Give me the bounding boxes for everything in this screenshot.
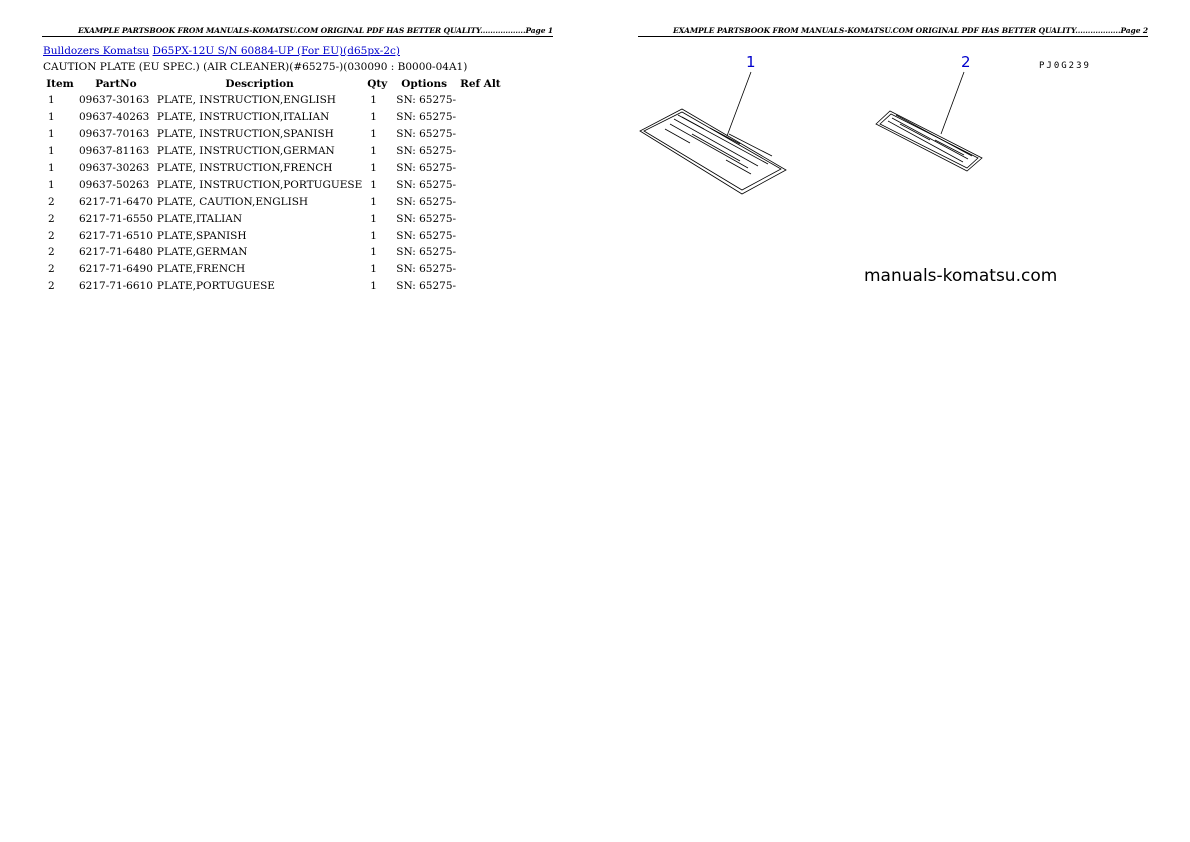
diagram-svg	[630, 44, 1130, 214]
cell-item: 2	[48, 280, 55, 293]
cell-partno: 6217-71-6470	[79, 195, 153, 208]
cell-ref-alt	[458, 227, 503, 244]
cell-description: PLATE,FRENCH	[156, 263, 246, 276]
table-row	[43, 160, 503, 177]
cell-qty: 1	[370, 229, 377, 242]
cell-description: PLATE, INSTRUCTION,PORTUGUESE	[156, 178, 363, 191]
parts-table	[43, 76, 503, 295]
table-row	[43, 126, 503, 143]
cell-description: PLATE, CAUTION,ENGLISH	[156, 195, 309, 208]
cell-partno: 6217-71-6550	[79, 212, 153, 225]
cell-description: PLATE,ITALIAN	[156, 212, 243, 225]
cell-item: 1	[48, 145, 55, 158]
cell-ref-alt	[458, 92, 503, 109]
cell-partno: 6217-71-6610	[79, 280, 153, 293]
cell-options: SN: 65275-	[396, 212, 457, 225]
column-header-description: Description	[225, 78, 294, 90]
cell-description: PLATE, INSTRUCTION,SPANISH	[156, 128, 334, 141]
cell-options: SN: 65275-	[396, 145, 457, 158]
cell-item: 1	[48, 111, 55, 124]
cell-partno: 09637-30163	[79, 94, 150, 107]
table-row	[43, 261, 503, 278]
leader-line-2	[941, 72, 964, 134]
cell-item: 2	[48, 229, 55, 242]
breadcrumb-link-category[interactable]: Bulldozers Komatsu	[43, 45, 150, 57]
cell-item: 2	[48, 212, 55, 225]
cell-item: 2	[48, 246, 55, 259]
cell-description: PLATE, INSTRUCTION,GERMAN	[156, 145, 335, 158]
table-row	[43, 244, 503, 261]
cell-partno: 09637-40263	[79, 111, 150, 124]
table-header-row	[43, 76, 503, 92]
cell-options: SN: 65275-	[396, 128, 457, 141]
table-row	[43, 193, 503, 210]
cell-options: SN: 65275-	[396, 229, 457, 242]
table-row	[43, 92, 503, 109]
column-header-item: Item	[46, 78, 74, 90]
cell-qty: 1	[370, 178, 377, 191]
cell-options: SN: 65275-	[396, 178, 457, 191]
cell-qty: 1	[370, 128, 377, 141]
cell-item: 1	[48, 94, 55, 107]
cell-options: SN: 65275-	[396, 263, 457, 276]
cell-qty: 1	[370, 145, 377, 158]
cell-qty: 1	[370, 280, 377, 293]
page-title: CAUTION PLATE (EU SPEC.) (AIR CLEANER)(#65275-)(030090 : B0000-04A1)	[43, 61, 468, 73]
cell-ref-alt	[458, 278, 503, 295]
cell-ref-alt	[458, 143, 503, 160]
cell-ref-alt	[458, 160, 503, 177]
table-row	[43, 227, 503, 244]
cell-ref-alt	[458, 109, 503, 126]
cell-ref-alt	[458, 126, 503, 143]
cell-options: SN: 65275-	[396, 162, 457, 174]
plate-1-drawing	[640, 109, 786, 194]
cell-options: SN: 65275-	[396, 280, 457, 293]
cell-partno: 09637-30263	[79, 162, 150, 174]
cell-description: PLATE,PORTUGUESE	[156, 280, 275, 293]
cell-qty: 1	[370, 246, 377, 259]
breadcrumb-link-model[interactable]: D65PX-12U S/N 60884-UP (For EU)(d65px-2c)	[152, 45, 400, 57]
page-header-2: EXAMPLE PARTSBOOK FROM MANUALS-KOMATSU.COM ORIGINAL PDF HAS BETTER QUALITY..................Page 2	[638, 26, 1148, 37]
table-row	[43, 143, 503, 160]
column-header-qty: Qty	[367, 78, 388, 90]
cell-qty: 1	[370, 263, 377, 276]
cell-description: PLATE,GERMAN	[156, 246, 248, 259]
cell-ref-alt	[458, 193, 503, 210]
table-row	[43, 278, 503, 295]
table-row	[43, 176, 503, 193]
callout-2[interactable]: 2	[961, 53, 971, 71]
cell-qty: 1	[370, 162, 377, 174]
cell-ref-alt	[458, 176, 503, 193]
column-header-options: Options	[401, 78, 448, 90]
cell-partno: 6217-71-6510	[79, 229, 153, 242]
table-row	[43, 210, 503, 227]
callout-1[interactable]: 1	[746, 53, 756, 71]
cell-item: 1	[48, 162, 55, 174]
cell-description: PLATE,SPANISH	[156, 229, 247, 242]
cell-description: PLATE, INSTRUCTION,ITALIAN	[156, 111, 330, 124]
cell-partno: 09637-70163	[79, 128, 150, 141]
cell-item: 2	[48, 195, 55, 208]
cell-item: 2	[48, 263, 55, 276]
cell-item: 1	[48, 128, 55, 141]
cell-partno: 6217-71-6490	[79, 263, 153, 276]
column-header-ref-alt: Ref Alt	[460, 78, 501, 90]
cell-qty: 1	[370, 111, 377, 124]
cell-item: 1	[48, 178, 55, 191]
cell-partno: 6217-71-6480	[79, 246, 153, 259]
cell-ref-alt	[458, 244, 503, 261]
plate-2-drawing	[876, 111, 982, 171]
column-header-partno: PartNo	[95, 78, 137, 90]
cell-options: SN: 65275-	[396, 111, 457, 124]
cell-ref-alt	[458, 210, 503, 227]
parts-diagram	[630, 44, 1130, 214]
cell-description: PLATE, INSTRUCTION,FRENCH	[156, 162, 333, 174]
breadcrumb	[43, 45, 400, 57]
drawing-code: PJ0G239	[1039, 61, 1091, 71]
cell-options: SN: 65275-	[396, 94, 457, 107]
leader-line-1	[727, 72, 751, 136]
cell-ref-alt	[458, 261, 503, 278]
page-header-1: EXAMPLE PARTSBOOK FROM MANUALS-KOMATSU.COM ORIGINAL PDF HAS BETTER QUALITY..................Page 1	[42, 26, 553, 37]
cell-qty: 1	[370, 94, 377, 107]
watermark-text: manuals-komatsu.com	[864, 266, 1058, 286]
cell-options: SN: 65275-	[396, 195, 457, 208]
cell-options: SN: 65275-	[396, 246, 457, 259]
cell-partno: 09637-50263	[79, 178, 150, 191]
cell-partno: 09637-81163	[79, 145, 150, 158]
cell-qty: 1	[370, 212, 377, 225]
table-row	[43, 109, 503, 126]
cell-description: PLATE, INSTRUCTION,ENGLISH	[156, 94, 336, 107]
cell-qty: 1	[370, 195, 377, 208]
